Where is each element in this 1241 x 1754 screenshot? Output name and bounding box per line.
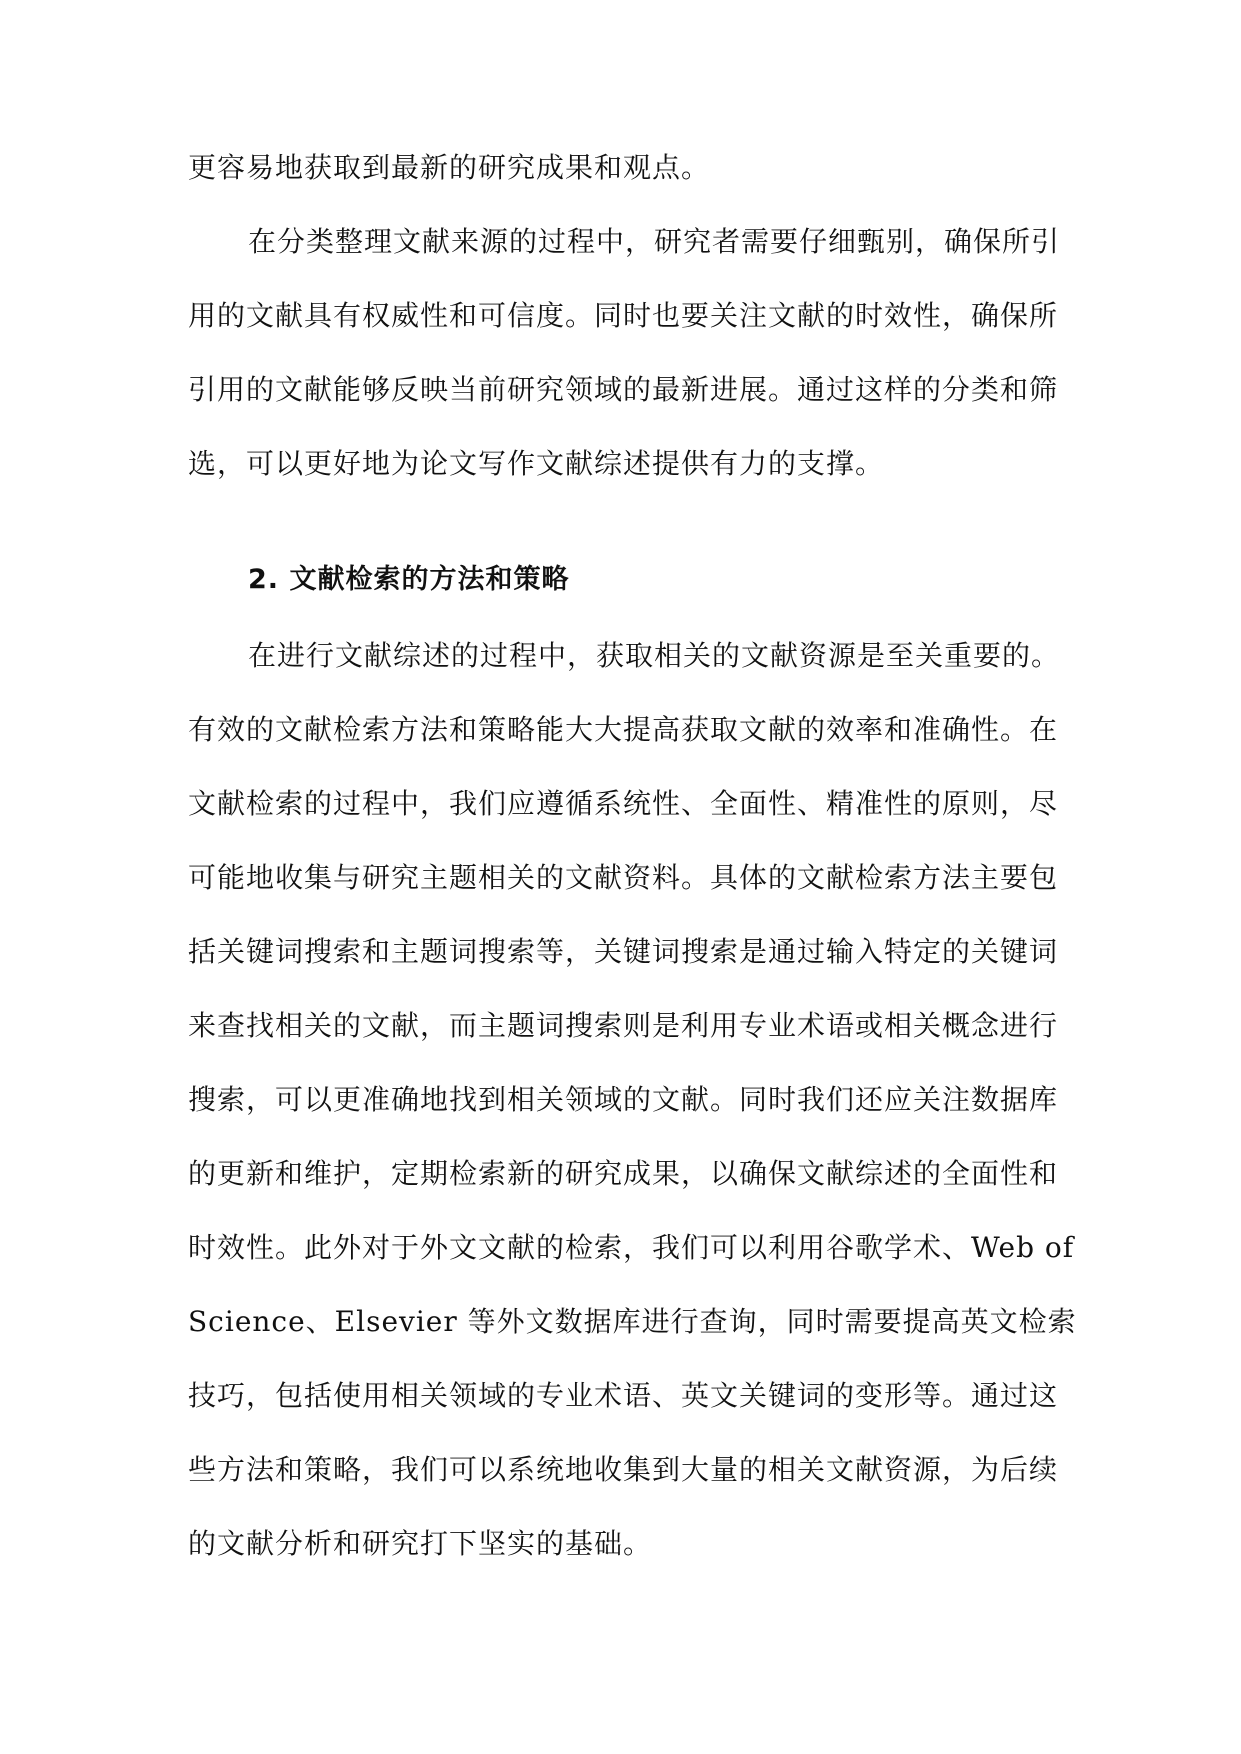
text-line: 时效性。此外对于外文文献的检索，我们可以利用谷歌学术、Web of: [188, 1231, 1075, 1264]
text-line: 的更新和维护，定期检索新的研究成果，以确保文献综述的全面性和: [188, 1157, 1059, 1190]
text-line: 的文献分析和研究打下坚实的基础。: [188, 1527, 653, 1560]
text-line: 括关键词搜索和主题词搜索等，关键词搜索是通过输入特定的关键词: [188, 935, 1059, 968]
text-line: 有效的文献检索方法和策略能大大提高获取文献的效率和准确性。在: [188, 713, 1059, 746]
text-line: Science、Elsevier 等外文数据库进行查询，同时需要提高英文检索: [188, 1305, 1077, 1338]
text-line: 文献检索的过程中，我们应遵循系统性、全面性、精准性的原则，尽: [188, 787, 1059, 820]
text-line: 选，可以更好地为论文写作文献综述提供有力的支撑。: [188, 447, 885, 480]
text-line: 可能地收集与研究主题相关的文献资料。具体的文献检索方法主要包: [188, 861, 1059, 894]
text-line: 搜索，可以更准确地找到相关领域的文献。同时我们还应关注数据库: [188, 1083, 1059, 1116]
text-line: 更容易地获取到最新的研究成果和观点。: [188, 151, 711, 184]
text-line: 来查找相关的文献，而主题词搜索则是利用专业术语或相关概念进行: [188, 1009, 1059, 1042]
section-heading: 2. 文献检索的方法和策略: [248, 564, 570, 595]
text-line: 些方法和策略，我们可以系统地收集到大量的相关文献资源，为后续: [188, 1453, 1059, 1486]
paragraph-first-line: 在分类整理文献来源的过程中，研究者需要仔细甄别，确保所引: [248, 225, 1061, 258]
text-line: 用的文献具有权威性和可信度。同时也要关注文献的时效性，确保所: [188, 299, 1059, 332]
text-line: 引用的文献能够反映当前研究领域的最新进展。通过这样的分类和筛: [188, 373, 1059, 406]
paragraph-first-line: 在进行文献综述的过程中，获取相关的文献资源是至关重要的。: [248, 639, 1061, 672]
text-line: 技巧，包括使用相关领域的专业术语、英文关键词的变形等。通过这: [188, 1379, 1059, 1412]
